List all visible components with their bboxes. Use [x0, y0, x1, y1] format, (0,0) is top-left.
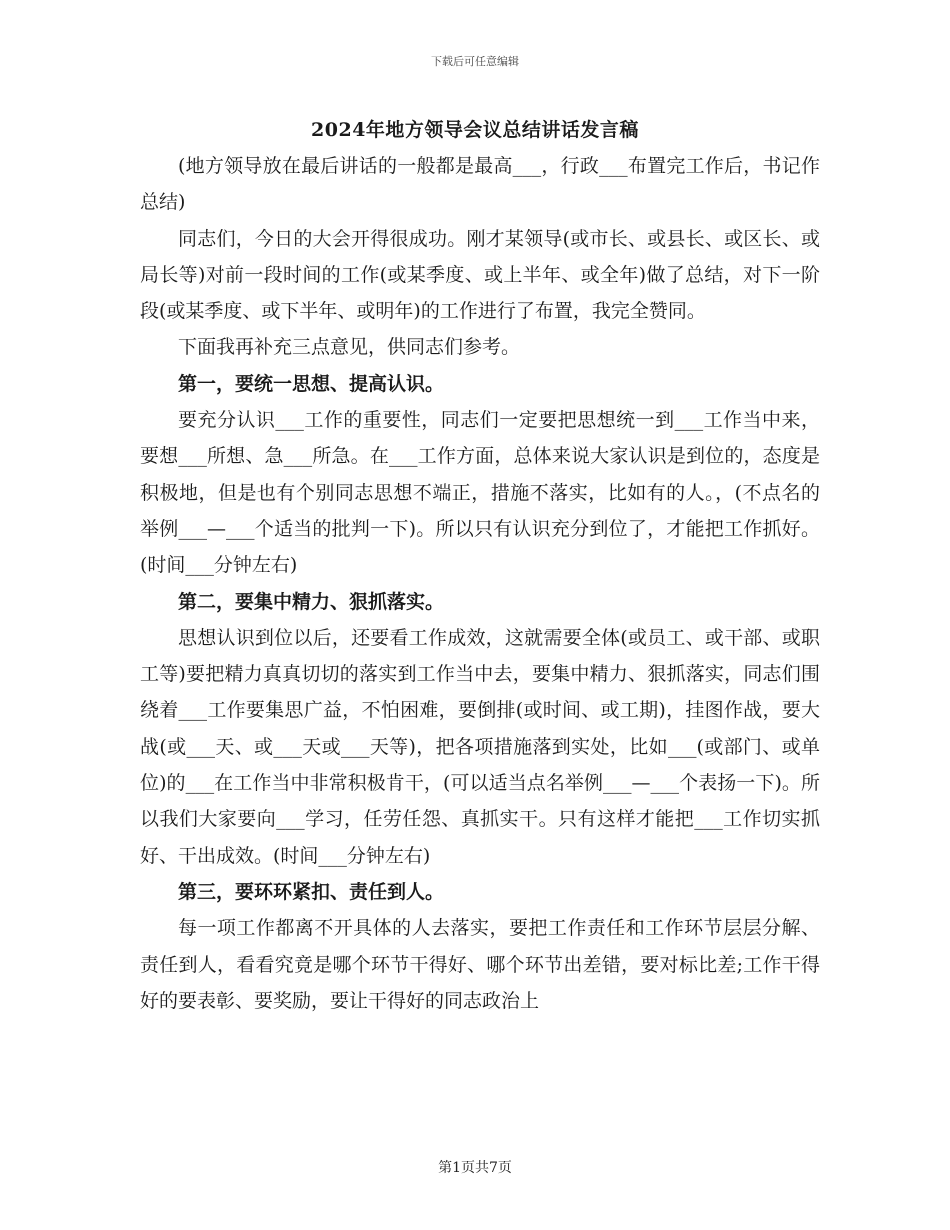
paragraph-opening: 同志们，今日的大会开得很成功。刚才某领导(或市长、或县长、或区长、或局长等)对前一段时间的工作(或某季度、或上半年、或全年)做了总结，对下一阶段(或某季度、或下半年、或明年)的工作进行了布置，我完全赞同。 — [140, 227, 820, 323]
document-body — [140, 148, 820, 1019]
document-title: 2024年地方领导会议总结讲话发言稿 — [311, 119, 639, 141]
section-heading-1: 第一，要统一思想、提高认识。 — [178, 372, 445, 395]
paragraph-section-1: 要充分认识___工作的重要性，同志们一定要把思想统一到___工作当中来，要想___所想、急___所急。在___工作方面，总体来说大家认识是到位的，态度是积极地，但是也有个别同志思想不端正，措施不落实，比如有的人。，(不点名的举例___—___个适当的批判一下)。所以只有认识充分到位了，才能把工作抓好。(时间___分钟左右) — [140, 409, 820, 577]
header-note: 下载后可任意编辑 — [431, 55, 519, 68]
paragraph-section-3: 每一项工作都离不开具体的人去落实，要把工作责任和工作环节层层分解、责任到人，看看究竟是哪个环节干得好、哪个环节出差错，要对标比差;工作干得好的要表彰、要奖励，要让干得好的同志政治上 — [140, 917, 820, 1012]
paragraph-section-2: 思想认识到位以后，还要看工作成效，这就需要全体(或员工、或干部、或职工等)要把精力真真切切的落实到工作当中去，要集中精力、狠抓落实，同志们围绕着___工作要集思广益，不怕困难，要倒排(或时间、或工期)，挂图作战，要大战(或___天、或___天或___天等)，把各项措施落到实处，比如___(或部门、或单位)的___在工作当中非常积极肯干，(可以适当点名举例___—___个表扬一下)。所以我们大家要向___学习，任劳任怨、真抓实干。只有这样才能把___工作切实抓好、干出成效。(时间___分钟左右) — [140, 626, 820, 867]
paragraph-supplement: 下面我再补充三点意见，供同志们参考。 — [178, 336, 521, 359]
paragraph-intro-note: (地方领导放在最后讲话的一般都是最高___，行政___布置完工作后，书记作总结) — [140, 155, 820, 214]
section-heading-3: 第三，要环环紧扣、责任到人。 — [178, 880, 445, 903]
page-footer: 第1页共7页 — [438, 1160, 512, 1176]
section-heading-2: 第二，要集中精力、狠抓落实。 — [178, 590, 445, 613]
